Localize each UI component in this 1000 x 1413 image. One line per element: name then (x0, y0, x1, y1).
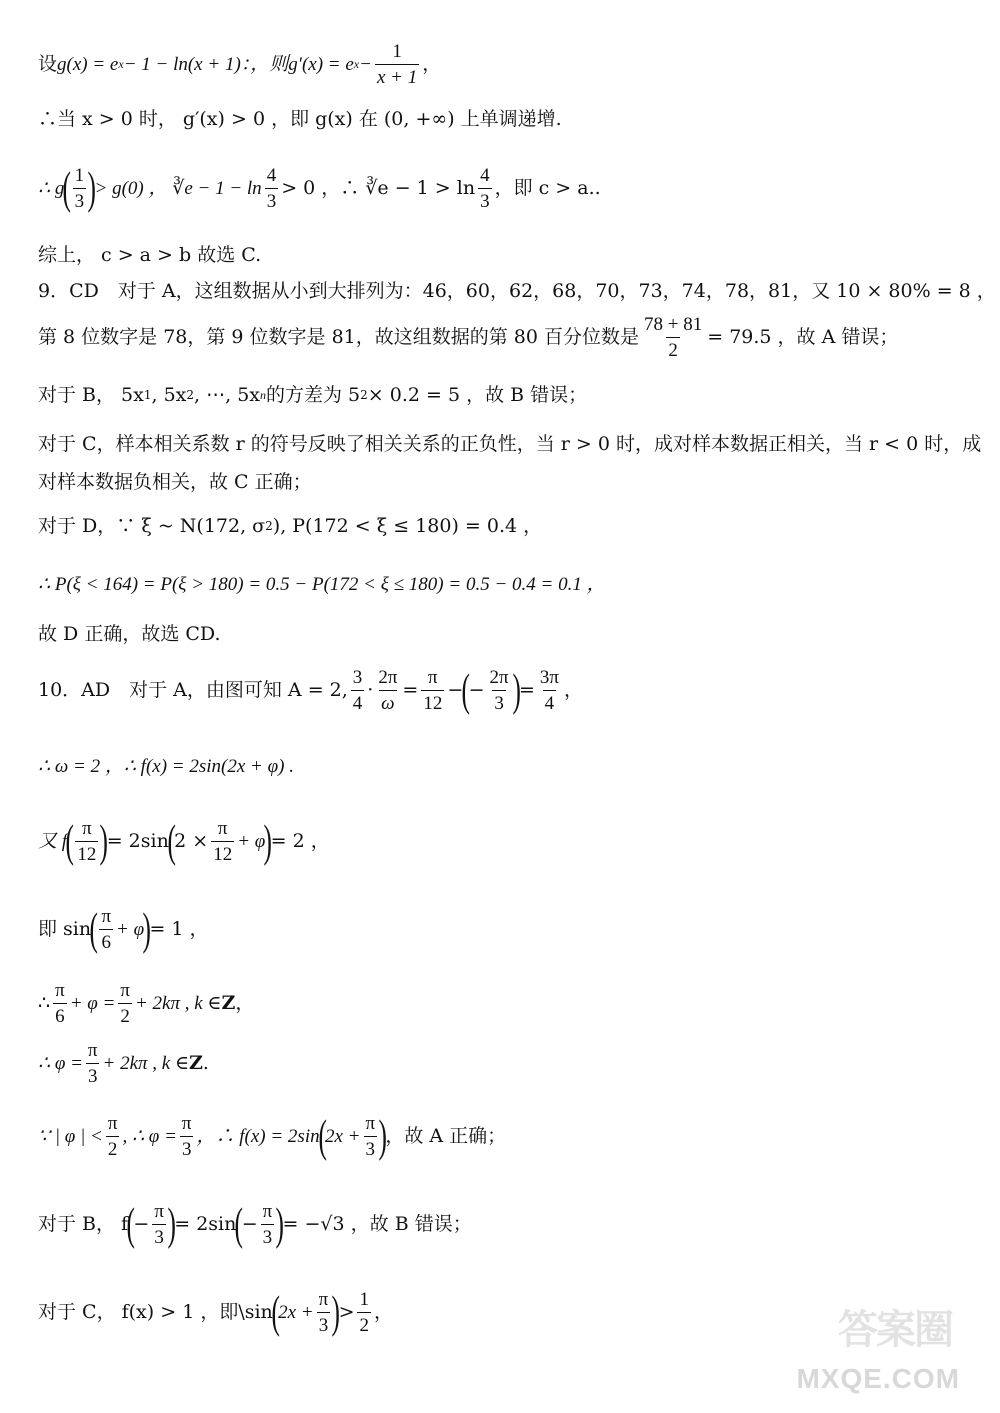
line-9: 对于 D，∵ ξ ~ N(172, σ 2 ), P(172 < ξ ≤ 180) = 0.4 ， (38, 514, 543, 537)
line-10: ∴ P(ξ < 164) = P(ξ > 180) = 0.5 − P(172 < ξ ≤ 180) = 0.5 − 0.4 = 0.1 ， (38, 573, 606, 595)
line-5: 9．CD 对于 A，这组数据从小到大排列为：46，60，62，68，70，73，74，78，81，又 10 × 80% = 8 ， (38, 279, 996, 302)
line-15: 即 sin ( $\frac{\pi}{6}$ + φ ) = 1 ， (38, 903, 209, 954)
watermark-logo (796, 1293, 970, 1405)
line-12: 10．AD 对于 A，由图可知 A = 2, $\frac{3}{4}$ · $\frac{2\pi}{\omega}$ = $\frac{\pi}{12}$ − ( − $\frac{2\pi}{3}$ ) = $\frac{3\pi}{4}$ ， (38, 664, 583, 715)
line-17: ∴ φ = $\frac{\pi}{3}$ + 2kπ , k ∈ Z . (38, 1039, 209, 1087)
line-18: ∵ | φ | < $\frac{\pi}{2}$ , ∴ φ = $\frac{\pi}{3}$ ，∴ f(x) = 2sin ( 2x + $\frac{\pi}{3}$ ) ，故 A 正确； (38, 1110, 507, 1161)
line-13: ∴ ω = 2 ，∴ f(x) = 2sin(2x + φ) . (38, 755, 294, 777)
line-2: ∴当 x > 0 时， g′(x) > 0 ，即 g(x) 在 (0, +∞) 上单调递增. (38, 107, 562, 130)
line-14: 又 f ( $\frac{\pi}{12}$ ) = 2sin ( 2 × $\frac{\pi}{12}$ + φ ) = 2 ， (38, 815, 330, 866)
line-3: ∴ g ( $\frac{1}{3}$ ) > g(0) ， ∛e − 1 − ln $\frac{4}{3}$ > 0 ，∴ ∛e − 1 > ln $\frac{4}{3}$ ，即 c > a.. (38, 162, 601, 213)
line-7: 对于 B， 5x 1 , 5x 2 , ⋯, 5x n 的方差为 5 2 × 0.2 = 5 ，故 B 错误； (38, 383, 588, 406)
line-20: 对于 C， f(x) > 1 ，即\sin ( 2x + $\frac{\pi}{3}$ ) > $\frac{1}{2}$ ， (38, 1286, 393, 1337)
line-16: ∴ $\frac{\pi}{6}$ + φ = $\frac{\pi}{2}$ + 2kπ , k ∈ Z ， (38, 979, 255, 1027)
line-11: 故 D 正确，故选 CD. (38, 622, 221, 645)
watermark-text-top: 答案圈 (838, 1307, 952, 1353)
fraction: $\frac{1}{x + 1}$ (376, 40, 418, 88)
line-8: 对于 C，样本相关系数 r 的符号反映了相关关系的正负性，当 r > 0 时，成对样本数据正相关，当 r < 0 时，成对样本数据负相关，故 C 正确； (38, 433, 982, 493)
watermark-text: MXQE.COM (796, 1363, 960, 1394)
line-19: 对于 B， f ( − $\frac{\pi}{3}$ ) = 2sin ( − $\frac{\pi}{3}$ ) = −√3 ，故 B 错误； (38, 1198, 472, 1249)
line-1: 设 g(x) = e x − 1 − ln(x + 1)：，则 g′(x) = e x − $\frac{1}{x + 1}$ ， (38, 40, 442, 88)
line-4: 综上， c > a > b 故选 C. (38, 243, 262, 266)
line-6: 第 8 位数字是 78，第 9 位数字是 81，故这组数据的第 80 百分位数是 $\frac{78 + 81}{2}$ = 79.5 ，故 A 错误； (38, 313, 899, 361)
